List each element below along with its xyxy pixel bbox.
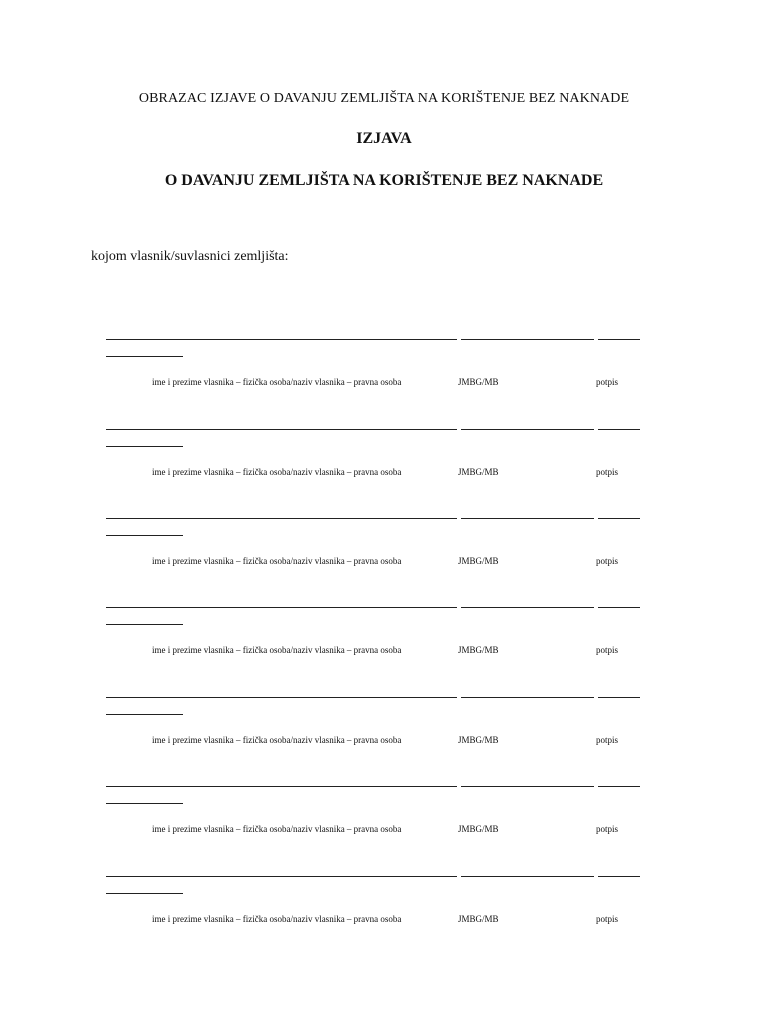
- owner-signature-caption: potpis: [596, 824, 619, 834]
- owner-signature-line[interactable]: [598, 876, 640, 877]
- owner-row: [0, 786, 768, 846]
- owner-row: [0, 697, 768, 757]
- owner-row: [0, 339, 768, 399]
- owner-signature-caption: potpis: [596, 914, 619, 924]
- owner-name-caption: ime i prezime vlasnika – fizička osoba/naziv vlasnika – pravna osoba: [152, 645, 402, 655]
- owner-name-caption: ime i prezime vlasnika – fizička osoba/naziv vlasnika – pravna osoba: [152, 914, 402, 924]
- owner-signature-line[interactable]: [598, 518, 640, 519]
- owner-id-line[interactable]: [461, 339, 594, 340]
- owner-row: [0, 518, 768, 578]
- owner-row: [0, 876, 768, 936]
- owner-signature-line[interactable]: [598, 697, 640, 698]
- owner-signature-caption: potpis: [596, 645, 619, 655]
- owner-row: [0, 607, 768, 667]
- owner-id-caption: JMBG/MB: [458, 645, 499, 655]
- document-heading: IZJAVA: [356, 130, 412, 147]
- owner-id-line[interactable]: [461, 786, 594, 787]
- owner-id-caption: JMBG/MB: [458, 467, 499, 477]
- owner-id-line[interactable]: [461, 607, 594, 608]
- owner-name-line-continued[interactable]: [106, 446, 183, 447]
- owner-id-line[interactable]: [461, 697, 594, 698]
- owner-signature-line[interactable]: [598, 607, 640, 608]
- owner-name-line[interactable]: [106, 876, 457, 877]
- owner-name-line-continued[interactable]: [106, 714, 183, 715]
- owner-id-line[interactable]: [461, 429, 594, 430]
- owner-name-line[interactable]: [106, 786, 457, 787]
- owner-row: [0, 429, 768, 489]
- owner-name-line-continued[interactable]: [106, 803, 183, 804]
- owner-signature-line[interactable]: [598, 339, 640, 340]
- document-subheading: O DAVANJU ZEMLJIŠTA NA KORIŠTENJE BEZ NAKNADE: [164, 172, 604, 189]
- owner-id-caption: JMBG/MB: [458, 556, 499, 566]
- owner-name-line-continued[interactable]: [106, 893, 183, 894]
- owner-name-caption: ime i prezime vlasnika – fizička osoba/naziv vlasnika – pravna osoba: [152, 556, 402, 566]
- owner-id-caption: JMBG/MB: [458, 377, 499, 387]
- owner-id-line[interactable]: [461, 876, 594, 877]
- owner-signature-line[interactable]: [598, 786, 640, 787]
- owner-id-caption: JMBG/MB: [458, 735, 499, 745]
- owner-signature-caption: potpis: [596, 556, 619, 566]
- owner-name-line[interactable]: [106, 429, 457, 430]
- intro-text: kojom vlasnik/suvlasnici zemljišta:: [91, 249, 289, 264]
- owner-id-line[interactable]: [461, 518, 594, 519]
- owner-name-line[interactable]: [106, 518, 457, 519]
- owner-signature-line[interactable]: [598, 429, 640, 430]
- owner-name-line-continued[interactable]: [106, 535, 183, 536]
- owner-signature-caption: potpis: [596, 735, 619, 745]
- owner-name-line[interactable]: [106, 339, 457, 340]
- owner-name-line-continued[interactable]: [106, 624, 183, 625]
- owner-name-caption: ime i prezime vlasnika – fizička osoba/naziv vlasnika – pravna osoba: [152, 824, 402, 834]
- form-title: OBRAZAC IZJAVE O DAVANJU ZEMLJIŠTA NA KORIŠTENJE BEZ NAKNADE: [138, 91, 630, 106]
- owner-id-caption: JMBG/MB: [458, 914, 499, 924]
- owner-name-line[interactable]: [106, 607, 457, 608]
- owner-signature-caption: potpis: [596, 467, 619, 477]
- owner-name-line-continued[interactable]: [106, 356, 183, 357]
- owner-name-caption: ime i prezime vlasnika – fizička osoba/naziv vlasnika – pravna osoba: [152, 735, 402, 745]
- owner-signature-caption: potpis: [596, 377, 619, 387]
- owner-id-caption: JMBG/MB: [458, 824, 499, 834]
- owner-name-caption: ime i prezime vlasnika – fizička osoba/naziv vlasnika – pravna osoba: [152, 377, 402, 387]
- owner-name-line[interactable]: [106, 697, 457, 698]
- owner-name-caption: ime i prezime vlasnika – fizička osoba/naziv vlasnika – pravna osoba: [152, 467, 402, 477]
